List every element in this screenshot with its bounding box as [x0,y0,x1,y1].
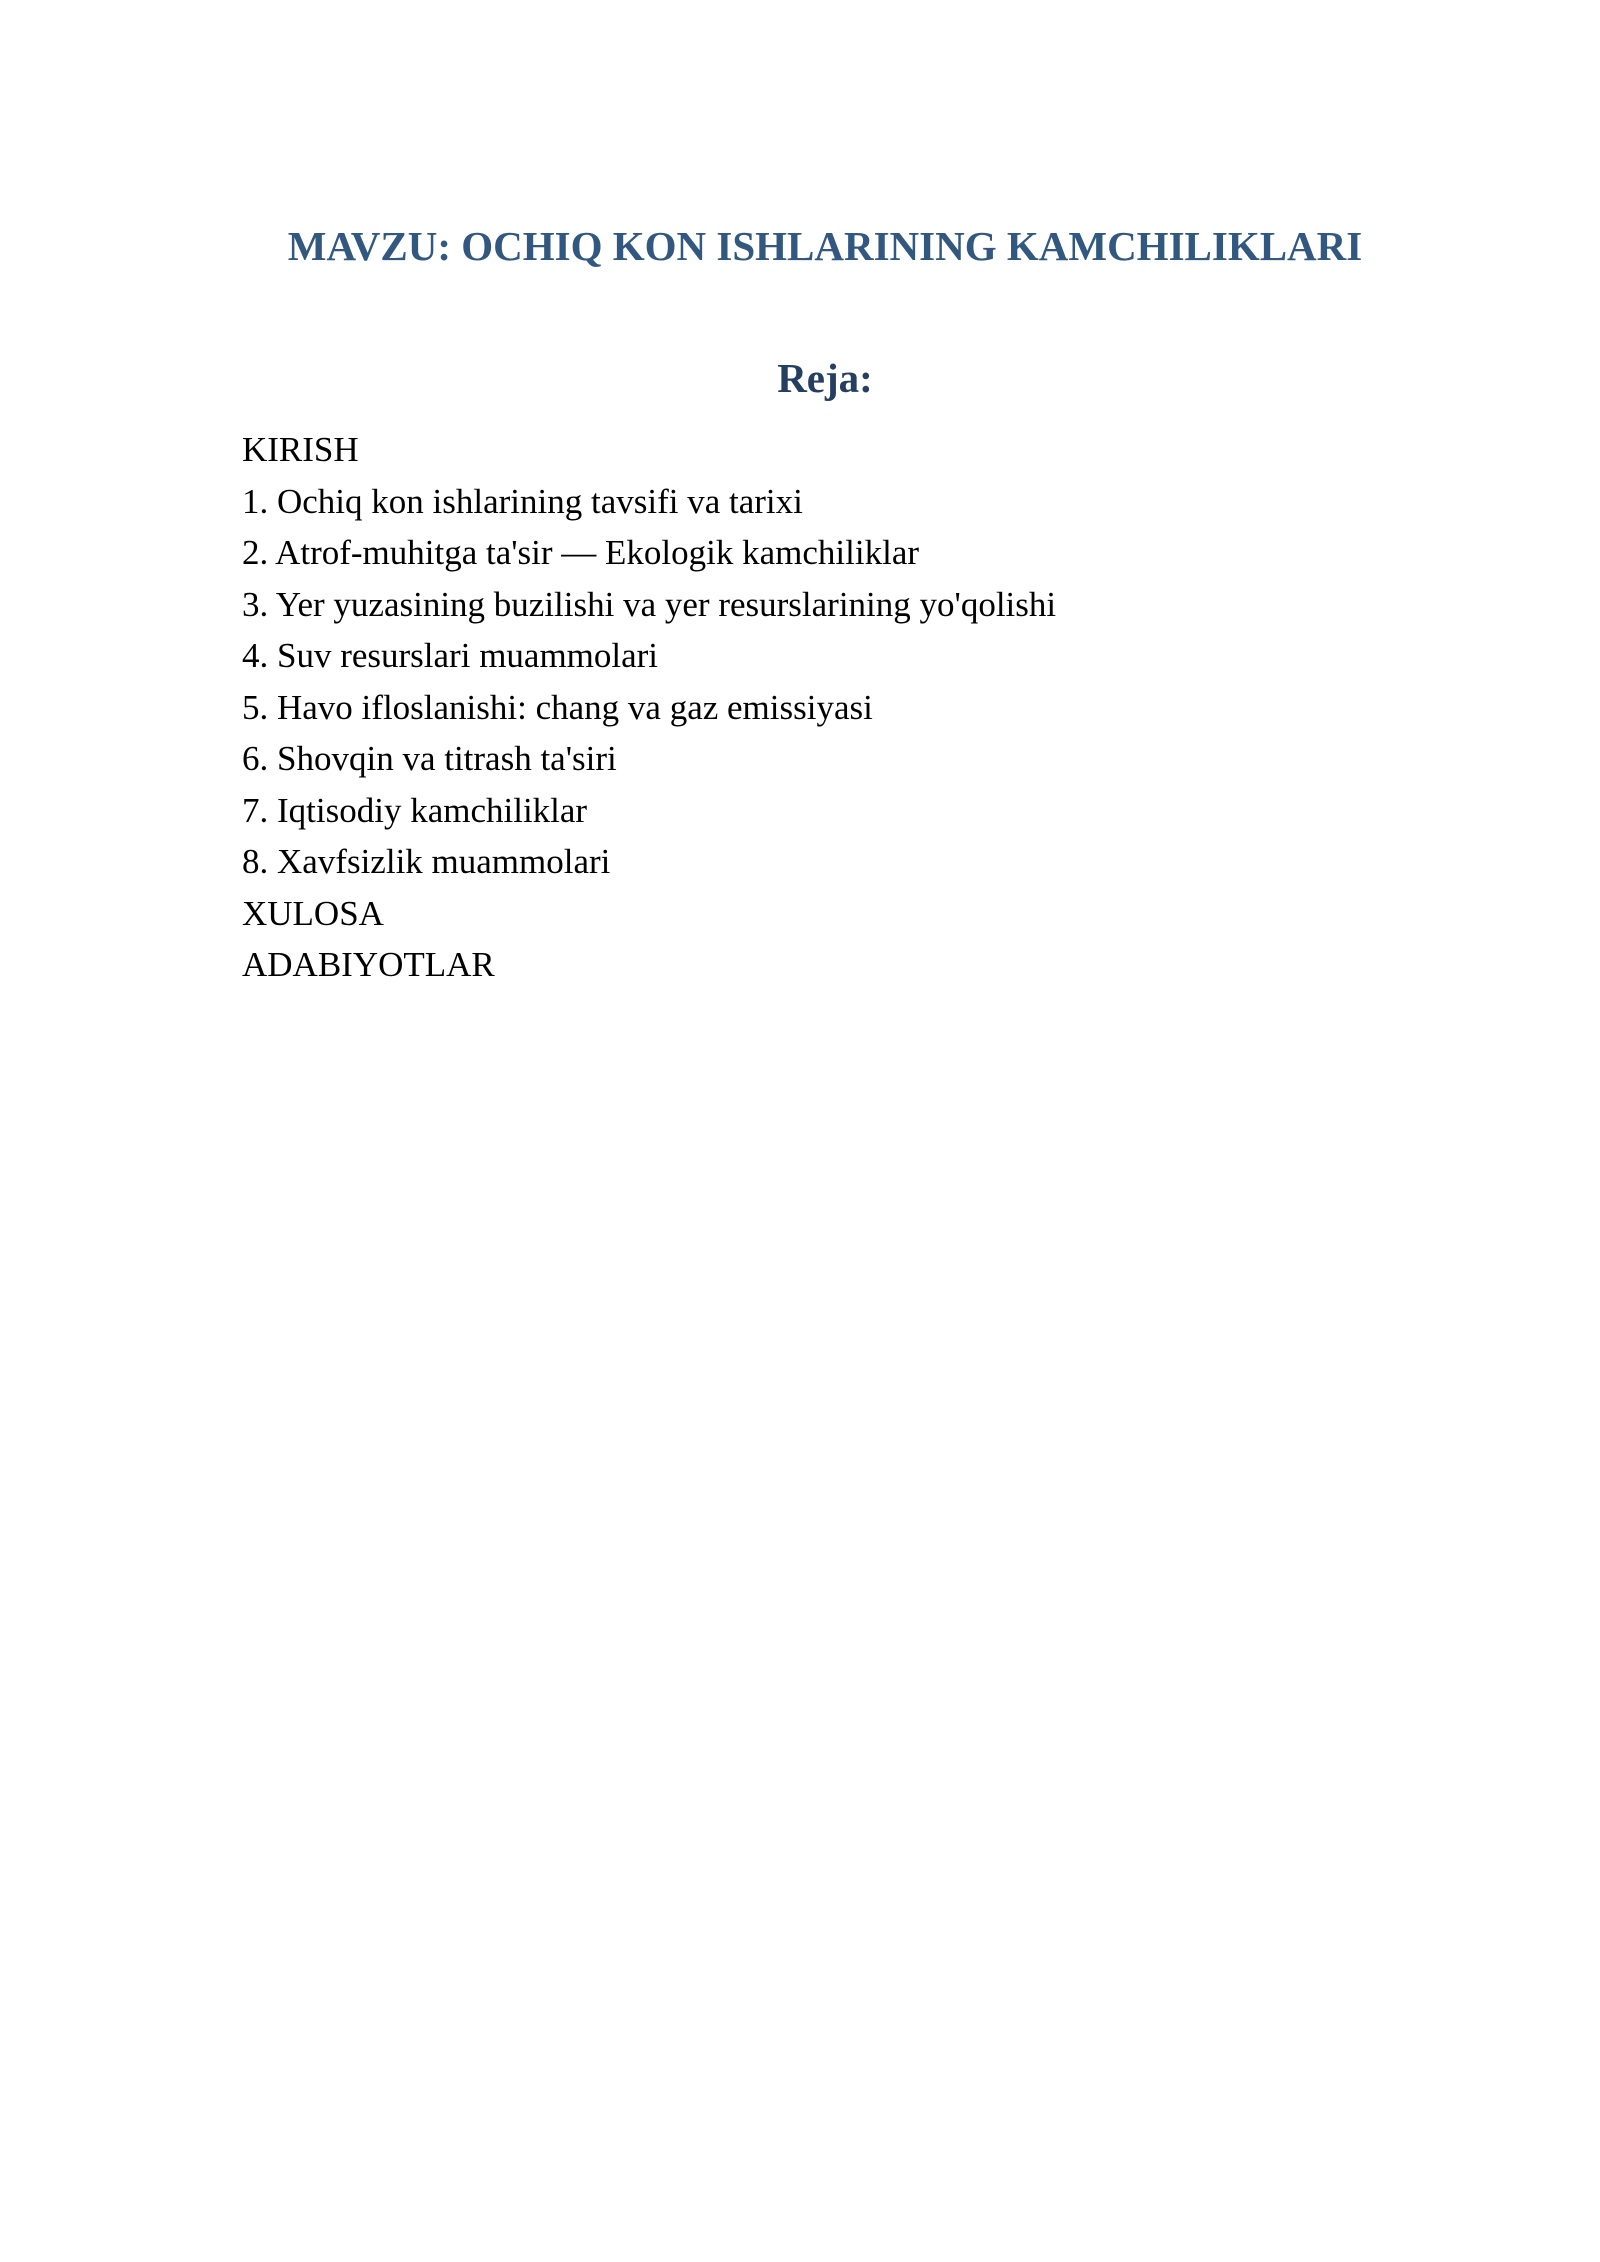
plan-item-4: 4. Suv resurslari muammolari [242,636,659,675]
plan-item-2: 2. Atrof-muhitga ta'sir — Ekologik kamchiliklar [242,533,920,572]
plan-item-xulosa: XULOSA [242,893,384,933]
plan-item-kirish: KIRISH [242,430,359,469]
plan-item-8: 8. Xavfsizlik muammolari [242,842,611,881]
plan-item-adabiyotlar: ADABIYOTLAR [242,945,495,984]
plan-item-3: 3. Yer yuzasining buzilishi va yer resurslarining yo'qolishi [242,584,1057,624]
plan-item-1: 1. Ochiq kon ishlarining tavsifi va tarixi [242,481,803,521]
plan-item-5: 5. Havo ifloslanishi: chang va gaz emissiyasi [242,687,873,727]
document-title: MAVZU: OCHIQ KON ISHLARINING KAMCHILIKLARI [287,223,1363,269]
plan-item-7: 7. Iqtisodiy kamchiliklar [242,790,588,830]
plan-list [242,424,1056,991]
plan-heading: Reja: [777,355,873,401]
plan-item-6: 6. Shovqin va titrash ta'siri [242,739,617,778]
